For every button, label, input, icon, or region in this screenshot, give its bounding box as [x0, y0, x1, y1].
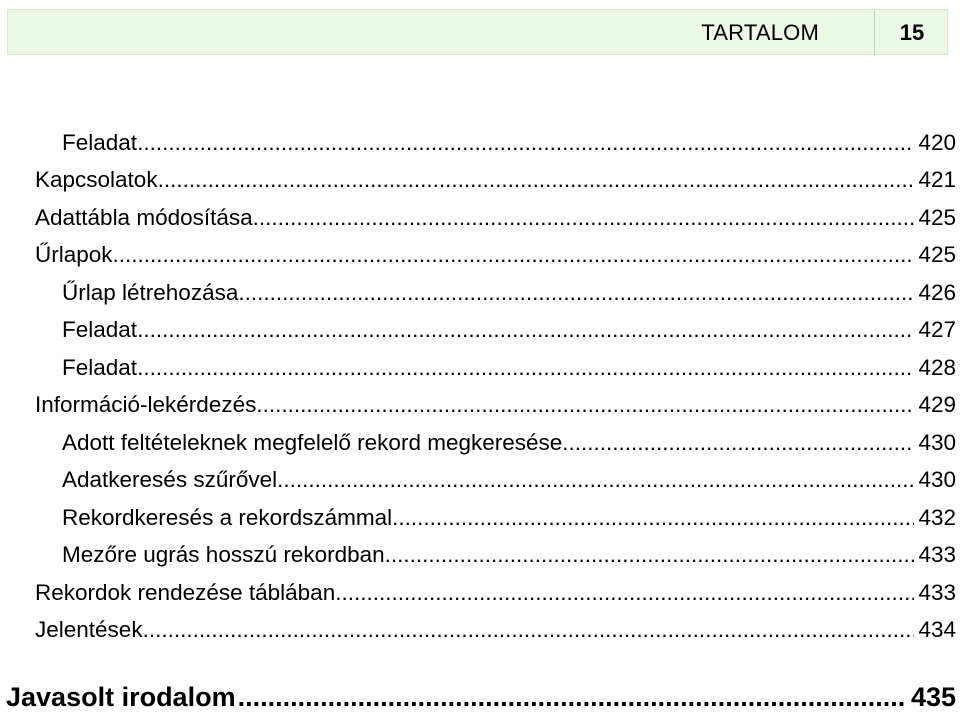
- toc-leader-dots: [158, 166, 915, 194]
- toc-entry-label: Adattábla módosítása: [35, 204, 253, 230]
- toc-entry-label: Mezőre ugrás hosszú rekordban: [62, 542, 385, 568]
- toc-entry-label: Adott feltételeknek megfelelő rekord megkeresése: [62, 429, 563, 455]
- toc-entry-label: Űrlapok: [35, 242, 113, 268]
- toc-entry[interactable]: [0, 199, 960, 237]
- toc-leader-dots: [335, 579, 914, 607]
- toc-entry[interactable]: [0, 312, 960, 350]
- toc-leader-dots: [143, 616, 915, 644]
- toc-entry[interactable]: [0, 499, 960, 537]
- toc-entry-label: Rekordok rendezése táblában: [35, 579, 336, 605]
- toc-leader-dots: [113, 241, 915, 269]
- toc-entry-page: 434: [918, 617, 956, 643]
- toc-leader-dots: [137, 316, 914, 344]
- toc-entry-label: Jelentések: [35, 617, 143, 643]
- toc-entry-label: Információ-lekérdezés: [35, 392, 257, 418]
- toc-entry-page: 426: [918, 279, 956, 305]
- toc-entry-page: 429: [918, 392, 956, 418]
- toc-entry-page: 432: [918, 504, 956, 530]
- toc-entry[interactable]: [0, 237, 960, 275]
- toc-main-entry[interactable]: [0, 679, 960, 715]
- toc-leader-dots: [238, 682, 907, 713]
- toc-entry-label: Feladat: [62, 354, 138, 380]
- toc-entry-page: 420: [918, 129, 956, 155]
- toc-entry[interactable]: [0, 124, 960, 162]
- toc-main-entry-page: 435: [910, 681, 956, 712]
- toc-entry-label: Feladat: [62, 129, 138, 155]
- toc-entry[interactable]: [0, 574, 960, 612]
- toc-entry-label: Kapcsolatok: [35, 167, 158, 193]
- toc-entry-page: 425: [918, 204, 956, 230]
- toc-entry[interactable]: [0, 424, 960, 462]
- toc-entry[interactable]: [0, 274, 960, 312]
- toc-entry[interactable]: [0, 612, 960, 650]
- toc-entry-label: Adatkeresés szűrővel: [62, 467, 278, 493]
- toc-leader-dots: [256, 391, 914, 419]
- toc-entry[interactable]: [0, 387, 960, 425]
- toc-entry-page: 430: [918, 429, 956, 455]
- toc-entry-label: Feladat: [62, 317, 138, 343]
- toc-entry[interactable]: [0, 537, 960, 575]
- table-of-contents: [0, 124, 960, 649]
- toc-entry-page: 425: [918, 242, 956, 268]
- toc-entry-page: 421: [918, 167, 956, 193]
- toc-entry[interactable]: [0, 162, 960, 200]
- toc-entry-page: 433: [918, 542, 956, 568]
- toc-leader-dots: [277, 466, 914, 494]
- toc-leader-dots: [137, 354, 914, 382]
- header-page-number: 15: [899, 20, 925, 45]
- toc-leader-dots: [253, 204, 915, 232]
- toc-leader-dots: [562, 429, 914, 457]
- toc-entry[interactable]: [0, 349, 960, 387]
- toc-entry[interactable]: [0, 462, 960, 500]
- toc-entry-label: Rekordkeresés a rekordszámmal: [62, 504, 393, 530]
- page-header: [7, 9, 948, 55]
- toc-entry-page: 430: [918, 467, 956, 493]
- toc-leader-dots: [392, 504, 914, 532]
- toc-entry-page: 433: [918, 579, 956, 605]
- toc-entry-page: 428: [918, 354, 956, 380]
- toc-leader-dots: [238, 279, 914, 307]
- toc-entry-page: 427: [918, 317, 956, 343]
- header-title: TARTALOM: [701, 20, 819, 45]
- toc-leader-dots: [385, 541, 915, 569]
- toc-main-entry-label: Javasolt irodalom: [6, 681, 236, 712]
- toc-entry-label: Űrlap létrehozása: [62, 279, 239, 305]
- toc-leader-dots: [137, 129, 914, 157]
